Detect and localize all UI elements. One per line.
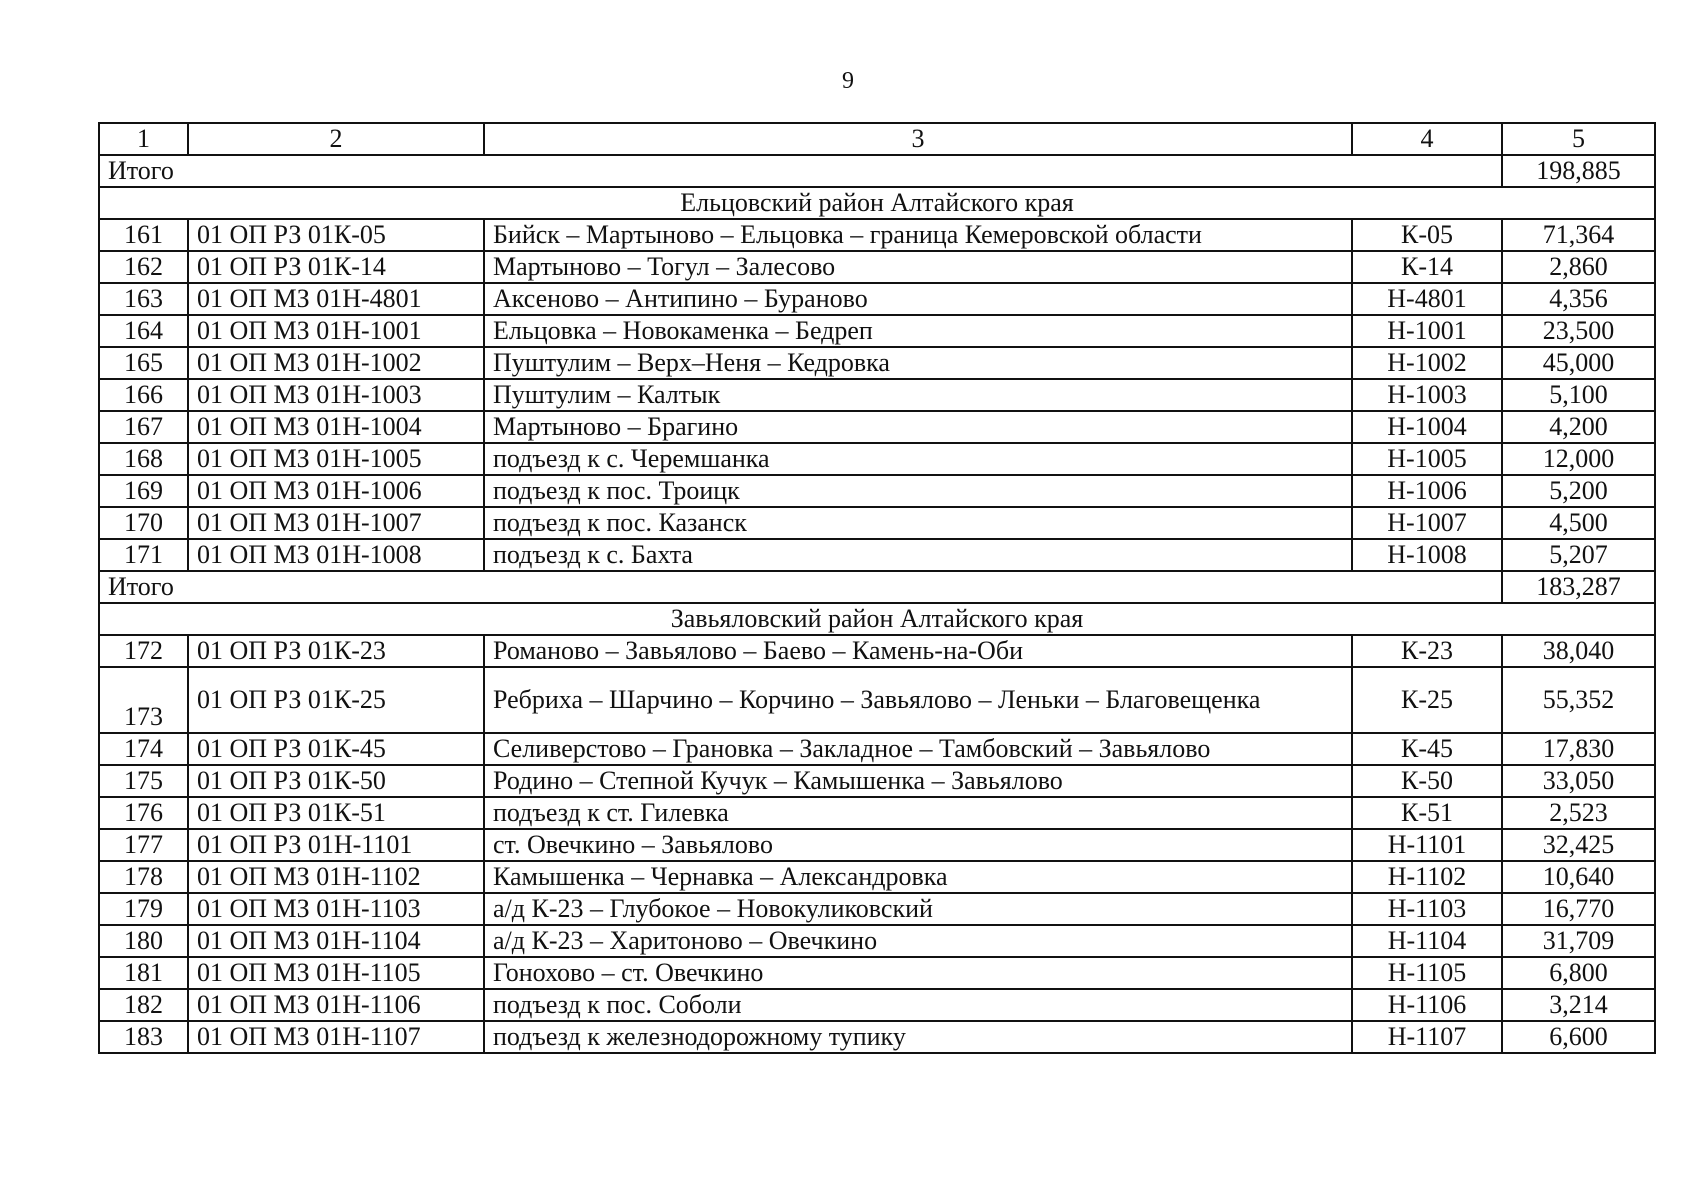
road-id: 01 ОП МЗ 01Н-1106 bbox=[188, 989, 484, 1021]
road-length: 6,800 bbox=[1502, 957, 1655, 989]
road-name: Пуштулим – Верх–Неня – Кедровка bbox=[484, 347, 1352, 379]
road-code: Н-1103 bbox=[1352, 893, 1502, 925]
table-row bbox=[99, 411, 1655, 443]
road-code: К-25 bbox=[1352, 667, 1502, 733]
road-code: Н-1106 bbox=[1352, 989, 1502, 1021]
road-length: 33,050 bbox=[1502, 765, 1655, 797]
road-length: 38,040 bbox=[1502, 635, 1655, 667]
road-code: К-51 bbox=[1352, 797, 1502, 829]
row-number: 176 bbox=[99, 797, 188, 829]
road-name: а/д К-23 – Глубокое – Новокуликовский bbox=[484, 893, 1352, 925]
road-id: 01 ОП МЗ 01Н-1102 bbox=[188, 861, 484, 893]
road-name: подъезд к пос. Казанск bbox=[484, 507, 1352, 539]
road-id: 01 ОП МЗ 01Н-1105 bbox=[188, 957, 484, 989]
road-length: 2,860 bbox=[1502, 251, 1655, 283]
total-value: 183,287 bbox=[1502, 571, 1655, 603]
road-name: Аксеново – Антипино – Бураново bbox=[484, 283, 1352, 315]
road-code: Н-1007 bbox=[1352, 507, 1502, 539]
table-row bbox=[99, 765, 1655, 797]
road-code: Н-1003 bbox=[1352, 379, 1502, 411]
header-row bbox=[99, 123, 1655, 155]
road-code: Н-1002 bbox=[1352, 347, 1502, 379]
table-row bbox=[99, 797, 1655, 829]
road-code: К-14 bbox=[1352, 251, 1502, 283]
road-length: 5,100 bbox=[1502, 379, 1655, 411]
road-code: Н-1008 bbox=[1352, 539, 1502, 571]
table-row bbox=[99, 507, 1655, 539]
table-row bbox=[99, 475, 1655, 507]
road-length: 4,356 bbox=[1502, 283, 1655, 315]
table-row bbox=[99, 347, 1655, 379]
total-label: Итого bbox=[99, 571, 1502, 603]
road-name: подъезд к с. Бахта bbox=[484, 539, 1352, 571]
total-row bbox=[99, 155, 1655, 187]
road-length: 17,830 bbox=[1502, 733, 1655, 765]
road-name: подъезд к железнодорожному тупику bbox=[484, 1021, 1352, 1053]
road-name: Мартыново – Брагино bbox=[484, 411, 1352, 443]
road-name: Селиверстово – Грановка – Закладное – Тамбовский – Завьялово bbox=[484, 733, 1352, 765]
row-number: 169 bbox=[99, 475, 188, 507]
row-number: 166 bbox=[99, 379, 188, 411]
road-name: Ребриха – Шарчино – Корчино – Завьялово – Леньки – Благовещенка bbox=[484, 667, 1352, 733]
road-code: К-45 bbox=[1352, 733, 1502, 765]
road-length: 4,500 bbox=[1502, 507, 1655, 539]
row-number: 177 bbox=[99, 829, 188, 861]
road-id: 01 ОП РЗ 01К-51 bbox=[188, 797, 484, 829]
road-length: 3,214 bbox=[1502, 989, 1655, 1021]
header-cell: 1 bbox=[99, 123, 188, 155]
road-id: 01 ОП МЗ 01Н-4801 bbox=[188, 283, 484, 315]
table-row bbox=[99, 251, 1655, 283]
row-number: 168 bbox=[99, 443, 188, 475]
row-number: 172 bbox=[99, 635, 188, 667]
road-name: а/д К-23 – Харитоново – Овечкино bbox=[484, 925, 1352, 957]
road-name: Ельцовка – Новокаменка – Бедреп bbox=[484, 315, 1352, 347]
row-number: 163 bbox=[99, 283, 188, 315]
road-code: Н-1107 bbox=[1352, 1021, 1502, 1053]
road-length: 5,207 bbox=[1502, 539, 1655, 571]
road-length: 5,200 bbox=[1502, 475, 1655, 507]
header-cell: 3 bbox=[484, 123, 1352, 155]
road-length: 45,000 bbox=[1502, 347, 1655, 379]
road-length: 10,640 bbox=[1502, 861, 1655, 893]
row-number: 179 bbox=[99, 893, 188, 925]
road-length: 32,425 bbox=[1502, 829, 1655, 861]
road-id: 01 ОП РЗ 01Н-1101 bbox=[188, 829, 484, 861]
district-title: Ельцовский район Алтайского края bbox=[99, 187, 1655, 219]
table-row bbox=[99, 893, 1655, 925]
road-id: 01 ОП РЗ 01К-50 bbox=[188, 765, 484, 797]
road-length: 12,000 bbox=[1502, 443, 1655, 475]
row-number: 161 bbox=[99, 219, 188, 251]
road-name: Бийск – Мартыново – Ельцовка – граница Кемеровской области bbox=[484, 219, 1352, 251]
road-length: 55,352 bbox=[1502, 667, 1655, 733]
road-name: Камышенка – Чернавка – Александровка bbox=[484, 861, 1352, 893]
road-code: Н-1004 bbox=[1352, 411, 1502, 443]
road-name: Мартыново – Тогул – Залесово bbox=[484, 251, 1352, 283]
road-id: 01 ОП РЗ 01К-14 bbox=[188, 251, 484, 283]
road-length: 2,523 bbox=[1502, 797, 1655, 829]
road-name: Родино – Степной Кучук – Камышенка – Завьялово bbox=[484, 765, 1352, 797]
district-title: Завьяловский район Алтайского края bbox=[99, 603, 1655, 635]
road-name: подъезд к пос. Соболи bbox=[484, 989, 1352, 1021]
road-name: подъезд к с. Черемшанка bbox=[484, 443, 1352, 475]
road-code: Н-4801 bbox=[1352, 283, 1502, 315]
road-code: Н-1006 bbox=[1352, 475, 1502, 507]
road-id: 01 ОП РЗ 01К-45 bbox=[188, 733, 484, 765]
road-length: 23,500 bbox=[1502, 315, 1655, 347]
header-cell: 4 bbox=[1352, 123, 1502, 155]
road-id: 01 ОП МЗ 01Н-1008 bbox=[188, 539, 484, 571]
road-code: К-05 bbox=[1352, 219, 1502, 251]
road-code: Н-1104 bbox=[1352, 925, 1502, 957]
road-id: 01 ОП РЗ 01К-23 bbox=[188, 635, 484, 667]
district-header-row bbox=[99, 603, 1655, 635]
table-row bbox=[99, 379, 1655, 411]
table-row bbox=[99, 667, 1655, 733]
road-name: Гонохово – ст. Овечкино bbox=[484, 957, 1352, 989]
road-name: ст. Овечкино – Завьялово bbox=[484, 829, 1352, 861]
road-name: подъезд к пос. Троицк bbox=[484, 475, 1352, 507]
row-number: 175 bbox=[99, 765, 188, 797]
road-name: подъезд к ст. Гилевка bbox=[484, 797, 1352, 829]
table-row bbox=[99, 733, 1655, 765]
table-body bbox=[99, 123, 1655, 1053]
row-number: 167 bbox=[99, 411, 188, 443]
road-id: 01 ОП МЗ 01Н-1104 bbox=[188, 925, 484, 957]
total-row bbox=[99, 571, 1655, 603]
table-row bbox=[99, 829, 1655, 861]
row-number: 180 bbox=[99, 925, 188, 957]
road-id: 01 ОП РЗ 01К-25 bbox=[188, 667, 484, 733]
road-id: 01 ОП МЗ 01Н-1006 bbox=[188, 475, 484, 507]
table-row bbox=[99, 861, 1655, 893]
total-value: 198,885 bbox=[1502, 155, 1655, 187]
road-code: К-23 bbox=[1352, 635, 1502, 667]
table-row bbox=[99, 443, 1655, 475]
road-id: 01 ОП МЗ 01Н-1001 bbox=[188, 315, 484, 347]
table-row bbox=[99, 925, 1655, 957]
row-number: 181 bbox=[99, 957, 188, 989]
road-id: 01 ОП МЗ 01Н-1005 bbox=[188, 443, 484, 475]
road-code: Н-1001 bbox=[1352, 315, 1502, 347]
road-id: 01 ОП МЗ 01Н-1003 bbox=[188, 379, 484, 411]
road-length: 16,770 bbox=[1502, 893, 1655, 925]
table-row bbox=[99, 635, 1655, 667]
road-code: Н-1102 bbox=[1352, 861, 1502, 893]
road-code: К-50 bbox=[1352, 765, 1502, 797]
road-id: 01 ОП РЗ 01К-05 bbox=[188, 219, 484, 251]
row-number: 165 bbox=[99, 347, 188, 379]
row-number: 171 bbox=[99, 539, 188, 571]
road-length: 4,200 bbox=[1502, 411, 1655, 443]
row-number: 170 bbox=[99, 507, 188, 539]
row-number: 164 bbox=[99, 315, 188, 347]
road-name: Пуштулим – Калтык bbox=[484, 379, 1352, 411]
table-row bbox=[99, 539, 1655, 571]
table-row bbox=[99, 957, 1655, 989]
road-id: 01 ОП МЗ 01Н-1002 bbox=[188, 347, 484, 379]
road-id: 01 ОП МЗ 01Н-1004 bbox=[188, 411, 484, 443]
road-id: 01 ОП МЗ 01Н-1107 bbox=[188, 1021, 484, 1053]
table-row bbox=[99, 219, 1655, 251]
row-number: 162 bbox=[99, 251, 188, 283]
table-row bbox=[99, 989, 1655, 1021]
road-name: Романово – Завьялово – Баево – Камень-на-Оби bbox=[484, 635, 1352, 667]
road-length: 6,600 bbox=[1502, 1021, 1655, 1053]
row-number: 183 bbox=[99, 1021, 188, 1053]
road-length: 71,364 bbox=[1502, 219, 1655, 251]
row-number: 174 bbox=[99, 733, 188, 765]
total-label: Итого bbox=[99, 155, 1502, 187]
row-number: 178 bbox=[99, 861, 188, 893]
row-number: 182 bbox=[99, 989, 188, 1021]
road-id: 01 ОП МЗ 01Н-1103 bbox=[188, 893, 484, 925]
road-code: Н-1101 bbox=[1352, 829, 1502, 861]
row-number: 173 bbox=[99, 667, 188, 733]
page-number: 9 bbox=[842, 68, 854, 94]
table-row bbox=[99, 1021, 1655, 1053]
header-cell: 5 bbox=[1502, 123, 1655, 155]
district-header-row bbox=[99, 187, 1655, 219]
road-code: Н-1005 bbox=[1352, 443, 1502, 475]
table-row bbox=[99, 283, 1655, 315]
road-id: 01 ОП МЗ 01Н-1007 bbox=[188, 507, 484, 539]
road-code: Н-1105 bbox=[1352, 957, 1502, 989]
table-row bbox=[99, 315, 1655, 347]
header-cell: 2 bbox=[188, 123, 484, 155]
roads-table bbox=[98, 122, 1656, 1054]
road-length: 31,709 bbox=[1502, 925, 1655, 957]
